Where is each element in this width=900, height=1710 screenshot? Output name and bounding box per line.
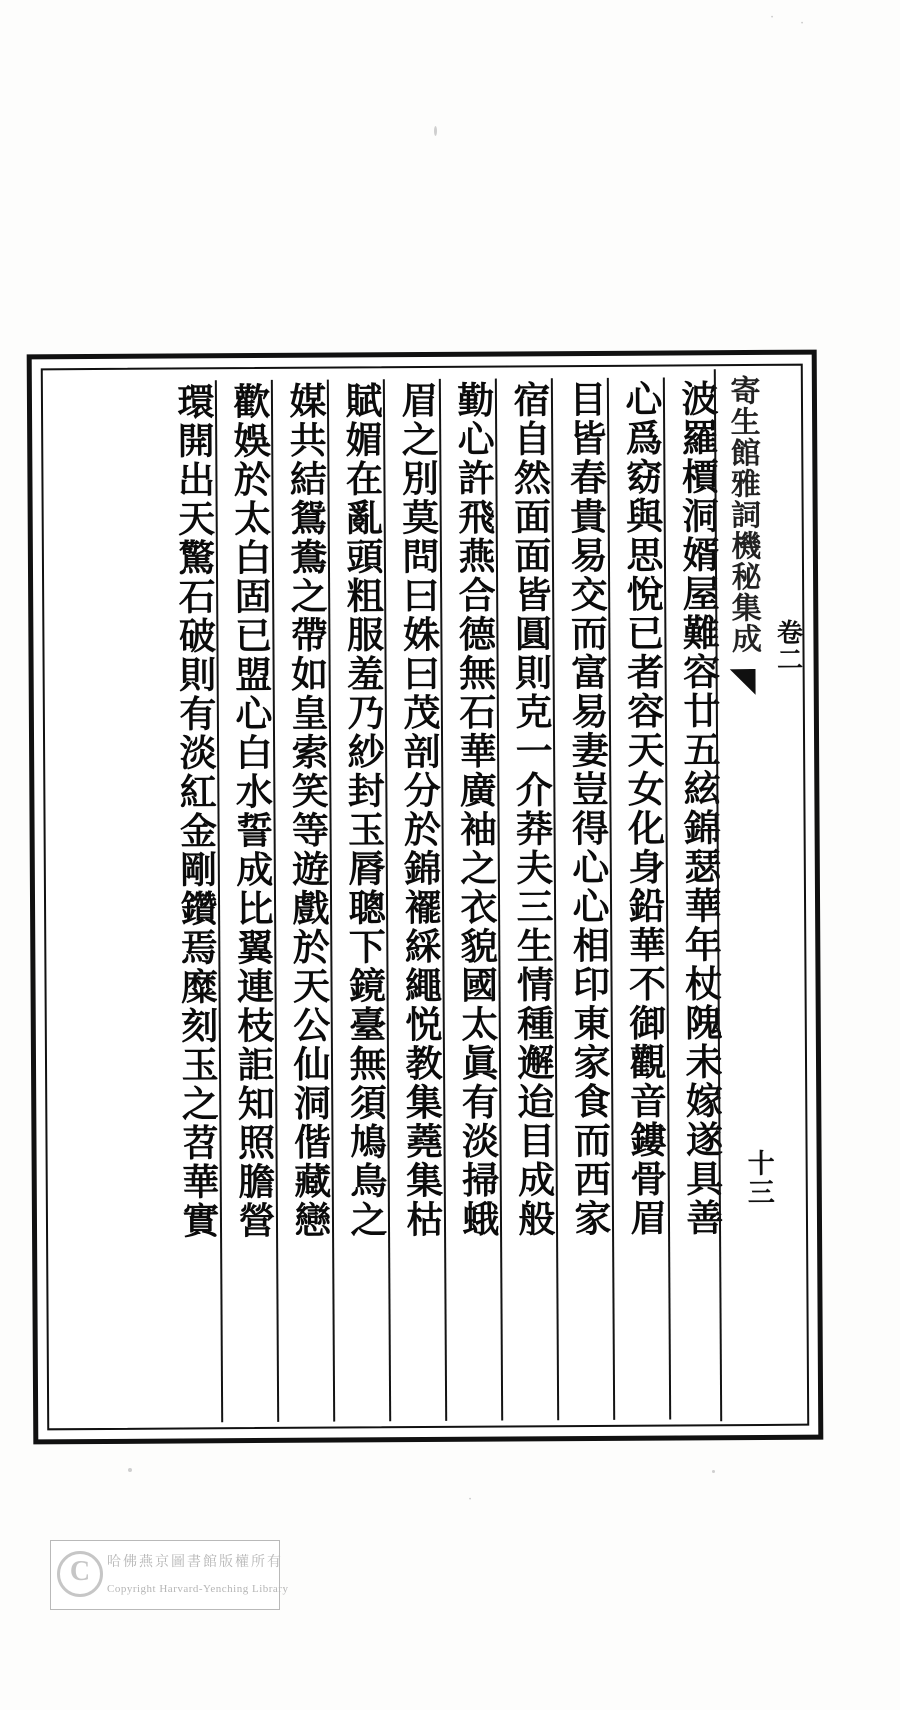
scan-artifact-top-left: · [770, 10, 775, 25]
volume-label: 卷二 [772, 618, 803, 673]
page-number: 十三 [742, 1148, 774, 1208]
library-stamp [50, 1540, 289, 1610]
dust-speck [712, 1470, 715, 1473]
text-column: 環開出天驚石破則有淡紅金剛鑽焉糜刻玉之苕華實 [164, 380, 223, 1422]
woodblock-text-frame [27, 350, 824, 1445]
text-column: 波羅檟洞婿屋難容廿五絃錦瑟華年杖隗未嫁遂具善 [674, 379, 725, 1238]
dust-speck [434, 126, 437, 136]
scan-artifact-bottom: · [468, 1492, 473, 1507]
text-column: 賦媚在亂頭粗服羞乃紗封玉脣聰下鏡臺無須鳩鳥之 [332, 379, 391, 1421]
text-column: 宿自然面面皆圓則克一介莽夫三生情種邂迨目成般 [500, 378, 559, 1420]
text-column: 眉之別莫問曰姝曰茂剖分於錦襬綵繩悦教集蕘集枯 [388, 379, 447, 1421]
text-column: 勤心許飛燕合德無石華廣袖之衣貌國太眞有淡掃蛾 [444, 379, 503, 1421]
page-spine-band [714, 369, 806, 1422]
dust-speck [128, 1468, 132, 1472]
text-column: 媒共結鴛鴦之帶如皇索笑等遊戲於天公仙洞偕藏戀 [276, 380, 335, 1422]
text-column: 心爲窈與思悅已者容天女化身鉛華不御觀音鏤骨眉 [612, 378, 671, 1420]
vertical-text-columns [54, 377, 725, 1421]
text-column: 歡娛於太白固已盟心白水誓成比翼連枝詎知照膽營 [220, 380, 279, 1422]
copyright-icon: C [57, 1551, 103, 1597]
text-column: 目皆春貴易交而富易妻豈得心心相印東家食而西家 [556, 378, 615, 1420]
library-stamp-chinese: 哈佛燕京圖書館版權所有 [107, 1554, 283, 1570]
book-title: 寄生館雅詞機秘集成 [724, 374, 762, 655]
library-stamp-english: Copyright Harvard-Yenching Library [107, 1583, 289, 1595]
corner-wedge-icon [730, 669, 756, 695]
scan-artifact-top-right: · [800, 16, 805, 31]
